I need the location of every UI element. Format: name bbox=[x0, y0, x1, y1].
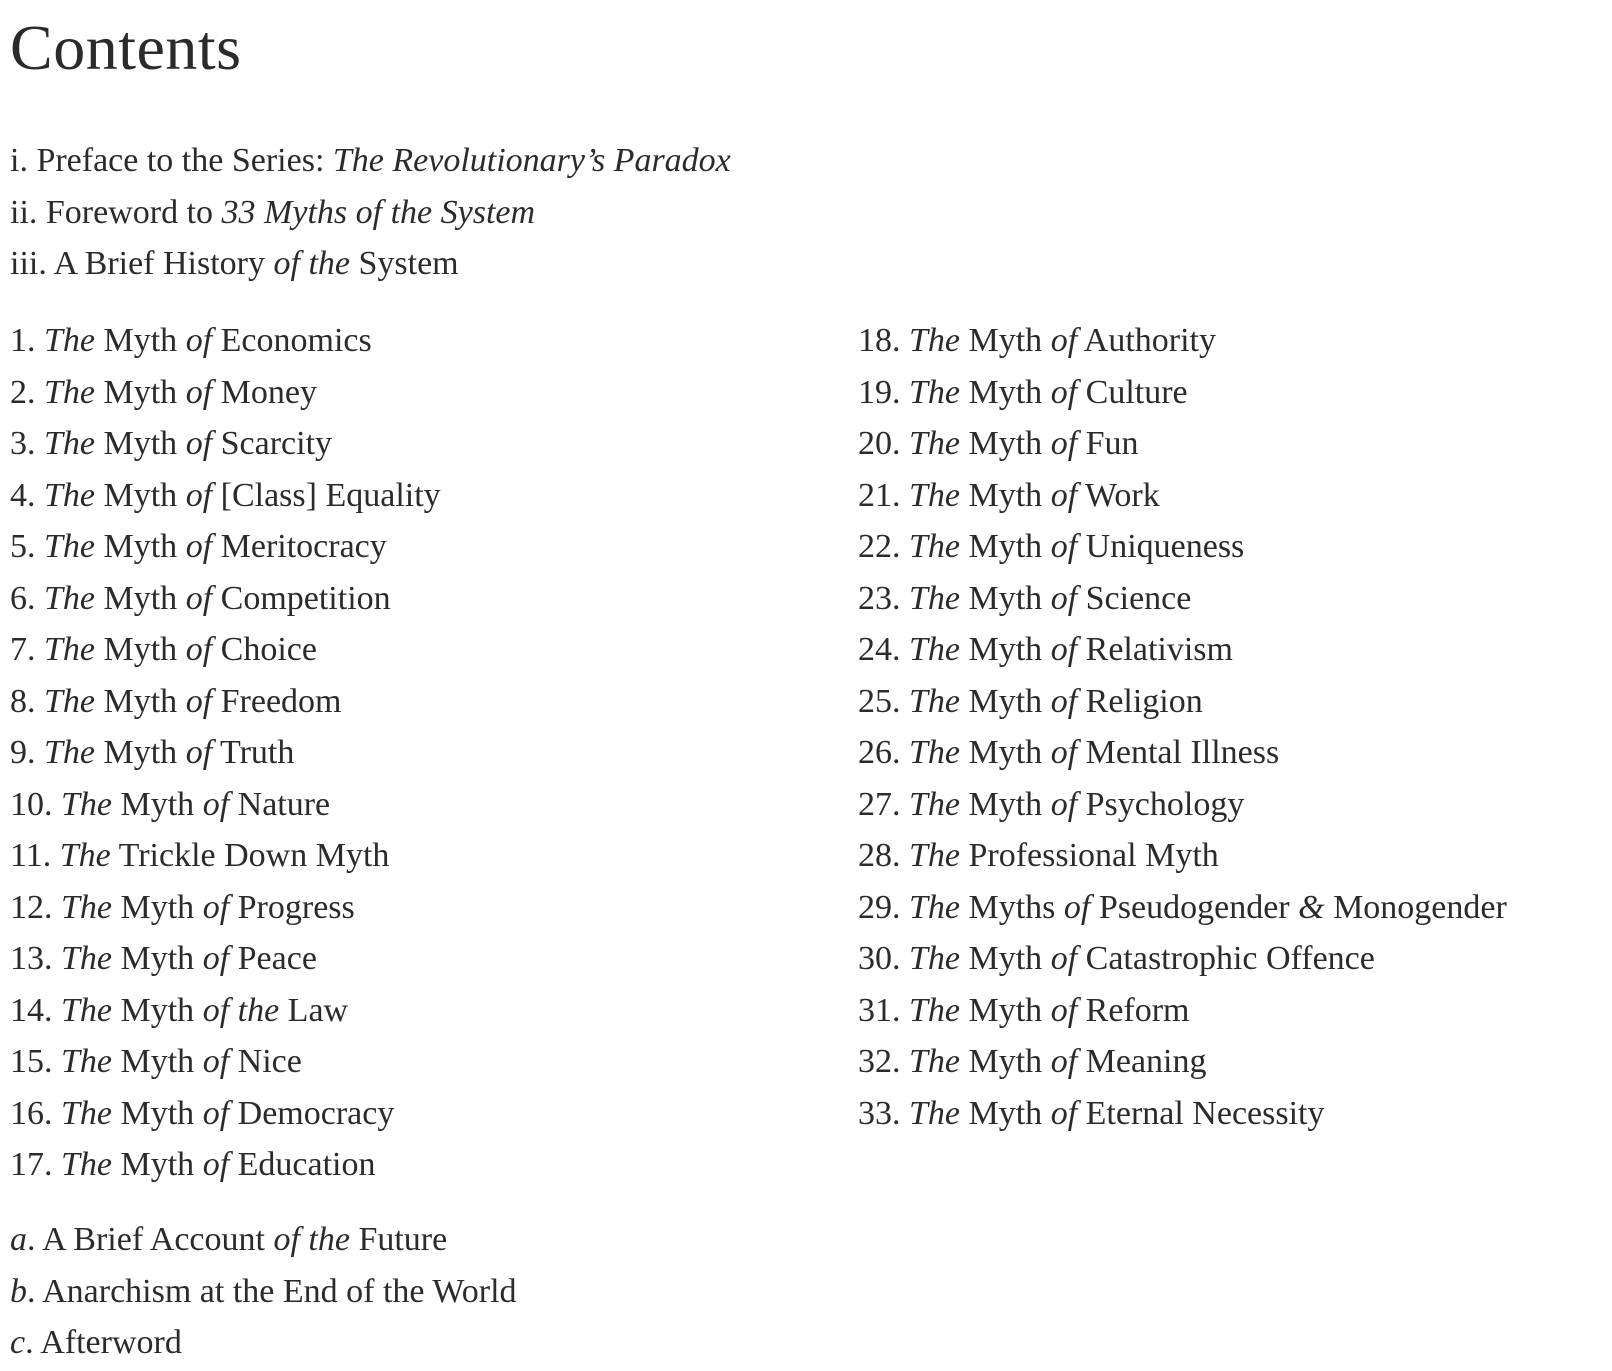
chapter-entry bbox=[10, 624, 441, 676]
italic-text: of bbox=[1050, 631, 1078, 668]
italic-text: The bbox=[44, 476, 95, 514]
italic-text: of bbox=[202, 1146, 230, 1183]
italic-text: The bbox=[61, 785, 112, 823]
entry-text: 33. bbox=[858, 1094, 909, 1132]
appendix-entry bbox=[10, 1214, 517, 1266]
italic-text: The bbox=[59, 837, 111, 874]
entry-text: iii. A Brief History bbox=[10, 245, 274, 282]
entry-text: 19. bbox=[858, 373, 909, 411]
chapter-entry bbox=[858, 727, 1507, 779]
entry-text: ii. Foreword to bbox=[10, 193, 222, 231]
italic-text: The bbox=[61, 1146, 112, 1183]
italic-text: The bbox=[909, 528, 960, 565]
italic-text: The bbox=[909, 940, 960, 977]
italic-text: The bbox=[909, 476, 960, 514]
italic-text: of bbox=[202, 888, 230, 926]
italic-text: & bbox=[1298, 888, 1325, 926]
italic-text: of the bbox=[273, 1221, 350, 1258]
chapter-entry bbox=[10, 315, 441, 367]
chapter-entry bbox=[858, 624, 1507, 676]
chapter-entry bbox=[10, 830, 441, 882]
entry-text: Work bbox=[1077, 476, 1160, 514]
entry-text: Myth bbox=[95, 734, 186, 771]
entry-text: 29. bbox=[858, 888, 909, 926]
italic-text: of bbox=[1050, 991, 1078, 1029]
entry-text: 30. bbox=[858, 940, 909, 977]
chapter-entry bbox=[858, 985, 1507, 1037]
entry-text: Meaning bbox=[1077, 1043, 1207, 1080]
entry-text: Myth bbox=[112, 888, 203, 926]
italic-text: The bbox=[909, 373, 960, 411]
entry-text: Myth bbox=[112, 940, 203, 977]
chapter-entry bbox=[858, 367, 1507, 419]
entry-text: Myth bbox=[95, 579, 186, 617]
italic-text: of bbox=[202, 1094, 230, 1132]
italic-text: of bbox=[1050, 322, 1078, 359]
entry-text: Reform bbox=[1077, 991, 1190, 1029]
chapter-entry bbox=[858, 573, 1507, 625]
italic-text: The bbox=[909, 785, 960, 823]
chapter-entry bbox=[10, 418, 441, 470]
italic-text: The bbox=[61, 940, 112, 977]
chapter-entry bbox=[858, 1088, 1507, 1140]
entry-text: Freedom bbox=[212, 682, 342, 720]
chapter-entry bbox=[858, 676, 1507, 728]
entry-text: Scarcity bbox=[212, 425, 333, 462]
entry-text: Myths bbox=[960, 888, 1064, 926]
italic-text: of bbox=[185, 425, 213, 462]
italic-text: of bbox=[185, 373, 213, 411]
entry-text: 17. bbox=[10, 1146, 61, 1183]
chapter-entry bbox=[10, 727, 441, 779]
entry-text: Catastrophic Offence bbox=[1077, 940, 1375, 977]
italic-text: of the bbox=[202, 991, 280, 1029]
entry-text: Pseudogender bbox=[1090, 888, 1299, 926]
italic-text: The Revolutionary’s Paradox bbox=[332, 142, 731, 179]
italic-text: The bbox=[909, 1043, 960, 1080]
italic-text: of bbox=[185, 579, 213, 617]
entry-text: Meritocracy bbox=[212, 528, 387, 565]
italic-text: The bbox=[44, 682, 95, 720]
entry-text: Uniqueness bbox=[1077, 528, 1245, 565]
entry-text: 4. bbox=[10, 476, 44, 514]
chapter-entry bbox=[858, 521, 1507, 573]
entry-text: Progress bbox=[229, 888, 355, 926]
italic-text: The bbox=[44, 322, 95, 359]
italic-text: The bbox=[909, 579, 960, 617]
entry-text: 14. bbox=[10, 991, 61, 1029]
entry-text: 25. bbox=[858, 682, 909, 720]
entry-text: 3. bbox=[10, 425, 44, 462]
chapter-entry bbox=[858, 1036, 1507, 1088]
entry-text: Myth bbox=[95, 528, 186, 565]
italic-text: of bbox=[1050, 425, 1078, 462]
italic-text: of bbox=[185, 734, 213, 771]
entry-text: Choice bbox=[212, 631, 317, 668]
entry-text: System bbox=[349, 245, 459, 282]
entry-text: Competition bbox=[212, 579, 391, 617]
italic-text: a bbox=[10, 1221, 27, 1258]
italic-text: of bbox=[1050, 476, 1078, 514]
entry-text: Myth bbox=[960, 785, 1051, 823]
italic-text: of bbox=[185, 682, 213, 720]
entry-text: 10. bbox=[10, 785, 61, 823]
entry-text: Myth bbox=[960, 940, 1051, 977]
italic-text: b bbox=[10, 1272, 27, 1310]
italic-text: The bbox=[909, 734, 960, 771]
italic-text: The bbox=[909, 425, 960, 462]
italic-text: of bbox=[1050, 734, 1078, 771]
entry-text: 23. bbox=[858, 579, 909, 617]
entry-text: Myth bbox=[112, 785, 203, 823]
chapter-entry bbox=[858, 418, 1507, 470]
chapter-entry bbox=[10, 470, 441, 522]
entry-text: Myth bbox=[95, 373, 186, 411]
italic-text: The bbox=[909, 1094, 960, 1132]
entry-text: Psychology bbox=[1077, 785, 1245, 823]
entry-text: Myth bbox=[960, 425, 1051, 462]
entry-text: 11. bbox=[10, 837, 60, 874]
entry-text: 12. bbox=[10, 888, 61, 926]
entry-text: 27. bbox=[858, 785, 909, 823]
italic-text: The bbox=[61, 1043, 112, 1080]
entry-text: 28. bbox=[858, 837, 909, 874]
italic-text: The bbox=[909, 888, 960, 926]
chapter-entry bbox=[858, 315, 1507, 367]
entry-text: Nature bbox=[229, 785, 331, 823]
italic-text: The bbox=[909, 837, 960, 874]
chapter-entry bbox=[858, 933, 1507, 985]
chapter-list-left bbox=[10, 315, 441, 1191]
entry-text: Myth bbox=[960, 1094, 1051, 1132]
entry-text: Peace bbox=[229, 940, 317, 977]
chapter-entry bbox=[858, 470, 1507, 522]
entry-text: 20. bbox=[858, 425, 909, 462]
entry-text: Myth bbox=[112, 1146, 203, 1183]
italic-text: of bbox=[185, 322, 213, 359]
chapter-entry bbox=[10, 1036, 441, 1088]
italic-text: of bbox=[1063, 888, 1091, 926]
entry-text: 18. bbox=[858, 322, 909, 359]
chapter-entry bbox=[858, 830, 1507, 882]
front-matter-entry bbox=[10, 238, 731, 290]
page-title: Contents bbox=[10, 12, 242, 83]
italic-text: of bbox=[1050, 940, 1078, 977]
entry-text: Science bbox=[1077, 579, 1192, 617]
entry-text: 24. bbox=[858, 631, 909, 668]
italic-text: The bbox=[61, 991, 112, 1029]
entry-text: 16. bbox=[10, 1094, 61, 1132]
italic-text: The bbox=[44, 425, 95, 462]
chapter-list-right bbox=[858, 315, 1507, 1139]
entry-text: Myth bbox=[960, 631, 1051, 668]
entry-text: 9. bbox=[10, 734, 44, 771]
entry-text: Myth bbox=[112, 1043, 203, 1080]
chapter-entry bbox=[10, 1139, 441, 1191]
italic-text: The bbox=[44, 579, 95, 617]
entry-text: Myth bbox=[112, 1094, 203, 1132]
italic-text: The bbox=[44, 631, 95, 668]
entry-text: Myth bbox=[960, 682, 1051, 720]
entry-text: Eternal Necessity bbox=[1077, 1094, 1325, 1132]
entry-text: . A Brief Account bbox=[27, 1221, 274, 1258]
entry-text: Truth bbox=[212, 734, 295, 771]
italic-text: of bbox=[1050, 1094, 1078, 1132]
entry-text: 22. bbox=[858, 528, 909, 565]
chapter-entry bbox=[10, 573, 441, 625]
chapter-entry bbox=[10, 521, 441, 573]
front-matter-entry bbox=[10, 187, 731, 239]
italic-text: of bbox=[202, 940, 230, 977]
entry-text: Myth bbox=[112, 991, 203, 1029]
entry-text: 31. bbox=[858, 991, 909, 1029]
italic-text: of bbox=[1050, 579, 1078, 617]
entry-text: Money bbox=[212, 373, 317, 411]
entry-text: 26. bbox=[858, 734, 909, 771]
chapter-entry bbox=[10, 779, 441, 831]
italic-text: of bbox=[1050, 373, 1078, 411]
italic-text: of bbox=[1050, 1043, 1078, 1080]
entry-text: 7. bbox=[10, 631, 44, 668]
entry-text: Education bbox=[229, 1146, 376, 1183]
entry-text: Religion bbox=[1077, 682, 1203, 720]
appendix-entry bbox=[10, 1266, 517, 1318]
entry-text: 2. bbox=[10, 373, 44, 411]
entry-text: Nice bbox=[229, 1043, 302, 1080]
italic-text: of bbox=[1050, 682, 1078, 720]
entry-text: Myth bbox=[95, 682, 186, 720]
entry-text: Economics bbox=[212, 322, 372, 359]
italic-text: The bbox=[44, 373, 95, 411]
italic-text: 33 Myths of the System bbox=[221, 193, 536, 231]
entry-text: Fun bbox=[1077, 425, 1139, 462]
italic-text: of bbox=[1050, 785, 1078, 823]
entry-text: 13. bbox=[10, 940, 61, 977]
entry-text: Professional Myth bbox=[960, 837, 1219, 874]
entry-text: 8. bbox=[10, 682, 44, 720]
entry-text: Myth bbox=[960, 373, 1051, 411]
italic-text: The bbox=[909, 631, 960, 668]
italic-text: The bbox=[61, 888, 112, 926]
entry-text: Myth bbox=[95, 476, 186, 514]
entry-text: i. Preface to the Series: bbox=[10, 142, 333, 179]
chapter-entry bbox=[858, 882, 1507, 934]
chapter-entry bbox=[10, 882, 441, 934]
chapter-entry bbox=[10, 985, 441, 1037]
entry-text: Myth bbox=[95, 631, 186, 668]
italic-text: The bbox=[44, 734, 95, 771]
entry-text: 5. bbox=[10, 528, 44, 565]
front-matter-entry bbox=[10, 135, 731, 187]
entry-text: Myth bbox=[960, 734, 1051, 771]
italic-text: c bbox=[10, 1324, 26, 1361]
entry-text: Culture bbox=[1077, 373, 1188, 411]
entry-text: 6. bbox=[10, 579, 44, 617]
italic-text: The bbox=[44, 528, 95, 565]
entry-text: Myth bbox=[960, 476, 1051, 514]
chapter-entry bbox=[10, 933, 441, 985]
chapter-entry bbox=[10, 676, 441, 728]
entry-text: Mental Illness bbox=[1077, 734, 1280, 771]
entry-text: Future bbox=[349, 1221, 448, 1258]
italic-text: The bbox=[909, 991, 960, 1029]
entry-text: Myth bbox=[960, 322, 1051, 359]
entry-text: Myth bbox=[960, 579, 1051, 617]
entry-text: Myth bbox=[95, 322, 186, 359]
entry-text: Monogender bbox=[1324, 888, 1507, 926]
entry-text: [Class] Equality bbox=[212, 476, 441, 514]
front-matter-list bbox=[10, 135, 731, 290]
chapter-entry bbox=[858, 779, 1507, 831]
entry-text: . Anarchism at the End of the World bbox=[27, 1272, 517, 1310]
entry-text: 21. bbox=[858, 476, 909, 514]
entry-text: 32. bbox=[858, 1043, 909, 1080]
italic-text: The bbox=[61, 1094, 112, 1132]
italic-text: of bbox=[202, 1043, 230, 1080]
italic-text: The bbox=[909, 682, 960, 720]
entry-text: Myth bbox=[960, 528, 1051, 565]
italic-text: of bbox=[185, 476, 213, 514]
entry-text: Relativism bbox=[1077, 631, 1233, 668]
entry-text: Myth bbox=[960, 1043, 1051, 1080]
appendix-entry bbox=[10, 1317, 517, 1369]
entry-text: Democracy bbox=[229, 1094, 395, 1132]
entry-text: Myth bbox=[95, 425, 186, 462]
italic-text: The bbox=[909, 322, 960, 359]
entry-text: 15. bbox=[10, 1043, 61, 1080]
entry-text: 1. bbox=[10, 322, 44, 359]
entry-text: . Afterword bbox=[25, 1324, 182, 1361]
appendix-list bbox=[10, 1214, 517, 1369]
chapter-entry bbox=[10, 367, 441, 419]
italic-text: of bbox=[185, 528, 213, 565]
chapter-entry bbox=[10, 1088, 441, 1140]
entry-text: Myth bbox=[960, 991, 1051, 1029]
entry-text: Law bbox=[279, 991, 349, 1029]
italic-text: of the bbox=[273, 245, 350, 282]
entry-text: Authority bbox=[1077, 322, 1216, 359]
italic-text: of bbox=[185, 631, 213, 668]
italic-text: of bbox=[1050, 528, 1078, 565]
entry-text: Trickle Down Myth bbox=[110, 837, 390, 874]
italic-text: of bbox=[202, 785, 230, 823]
